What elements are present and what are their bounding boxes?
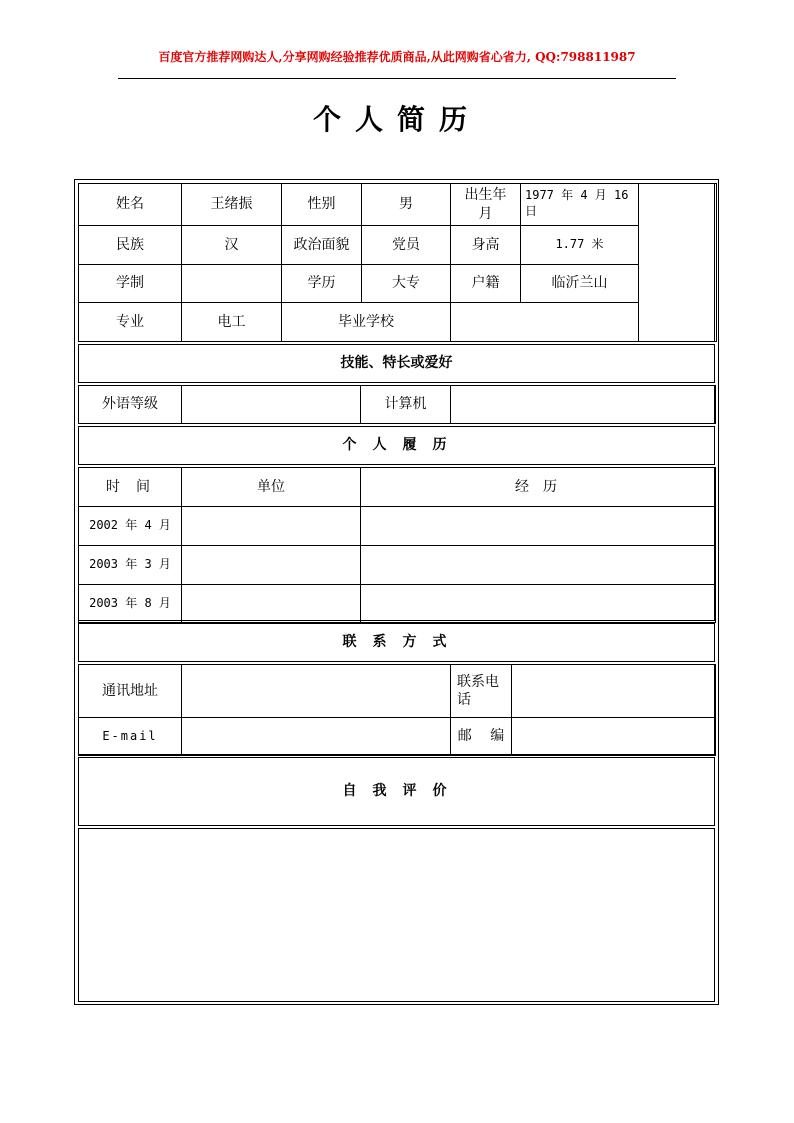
school-label: 毕业学校 (281, 302, 451, 342)
language-label: 外语等级 (78, 385, 182, 424)
resume-row-1-exp[interactable] (360, 506, 716, 546)
skills-header: 技能、特长或爱好 (340, 355, 453, 372)
col-exp-header: 经历 (360, 467, 716, 507)
language-value[interactable] (181, 385, 361, 424)
height-value[interactable]: 1.77 米 (520, 225, 639, 265)
address-value[interactable] (181, 664, 451, 718)
gender-label: 性别 (281, 183, 362, 226)
self-eval-content[interactable] (78, 828, 715, 1002)
birth-label: 出生年月 (450, 183, 521, 226)
education-value[interactable]: 大专 (361, 264, 451, 303)
resume-row-2-time: 2003 年 3 月 (78, 545, 182, 585)
resume-header-section (78, 426, 715, 465)
address-label: 通讯地址 (78, 664, 182, 718)
height-label: 身高 (450, 225, 521, 265)
resume-table (74, 179, 719, 1005)
name-value[interactable]: 王绪振 (181, 183, 282, 226)
school-value[interactable] (450, 302, 639, 342)
resume-row-2-exp[interactable] (360, 545, 716, 585)
photo-area (638, 183, 717, 342)
resume-row-3-time: 2003 年 8 月 (78, 584, 182, 623)
col-time-header: 时间 (78, 467, 182, 507)
gender-value[interactable]: 男 (361, 183, 451, 226)
self-eval-header-section (78, 757, 715, 826)
col-unit-header: 单位 (181, 467, 361, 507)
self-eval-header: 自我评价 (342, 783, 463, 800)
header-divider (118, 78, 676, 79)
hukou-label: 户籍 (450, 264, 521, 303)
resume-row-1-unit[interactable] (181, 506, 361, 546)
email-value[interactable] (181, 717, 451, 756)
resume-row-3-unit[interactable] (181, 584, 361, 623)
birth-value[interactable]: 1977 年 4 月 16 日 (520, 183, 639, 226)
phone-label: 联系电话 (450, 664, 512, 718)
resume-header: 个人履历 (342, 437, 463, 454)
hukou-value[interactable]: 临沂兰山 (520, 264, 639, 303)
resume-row-2-unit[interactable] (181, 545, 361, 585)
major-value[interactable]: 电工 (181, 302, 282, 342)
self-eval-content-section[interactable] (78, 828, 715, 1002)
political-value[interactable]: 党员 (361, 225, 451, 265)
contact-header: 联系方式 (342, 634, 463, 651)
schooling-value[interactable] (181, 264, 282, 303)
computer-value[interactable] (450, 385, 716, 424)
name-label: 姓名 (78, 183, 182, 226)
postcode-value[interactable] (511, 717, 716, 756)
major-label: 专业 (78, 302, 182, 342)
skills-header-section (78, 344, 715, 383)
computer-label: 计算机 (360, 385, 451, 424)
basic-info-section (78, 183, 715, 342)
resume-row-1-time: 2002 年 4 月 (78, 506, 182, 546)
contact-table-section (78, 664, 715, 755)
skills-row-section (78, 385, 715, 424)
page-title: 个人简历 (312, 103, 481, 136)
postcode-label: 邮 编 (450, 717, 512, 756)
resume-table-section (78, 467, 715, 621)
education-label: 学历 (281, 264, 362, 303)
email-label: E-mail (78, 717, 182, 756)
phone-value[interactable] (511, 664, 716, 718)
promo-banner: 百度官方推荐网购达人,分享网购经验推荐优质商品,从此网购省心省力, QQ:798811987 (158, 50, 636, 64)
contact-header-section (78, 623, 715, 662)
schooling-label: 学制 (78, 264, 182, 303)
ethnicity-value[interactable]: 汉 (181, 225, 282, 265)
political-label: 政治面貌 (281, 225, 362, 265)
resume-row-3-exp[interactable] (360, 584, 716, 623)
ethnicity-label: 民族 (78, 225, 182, 265)
